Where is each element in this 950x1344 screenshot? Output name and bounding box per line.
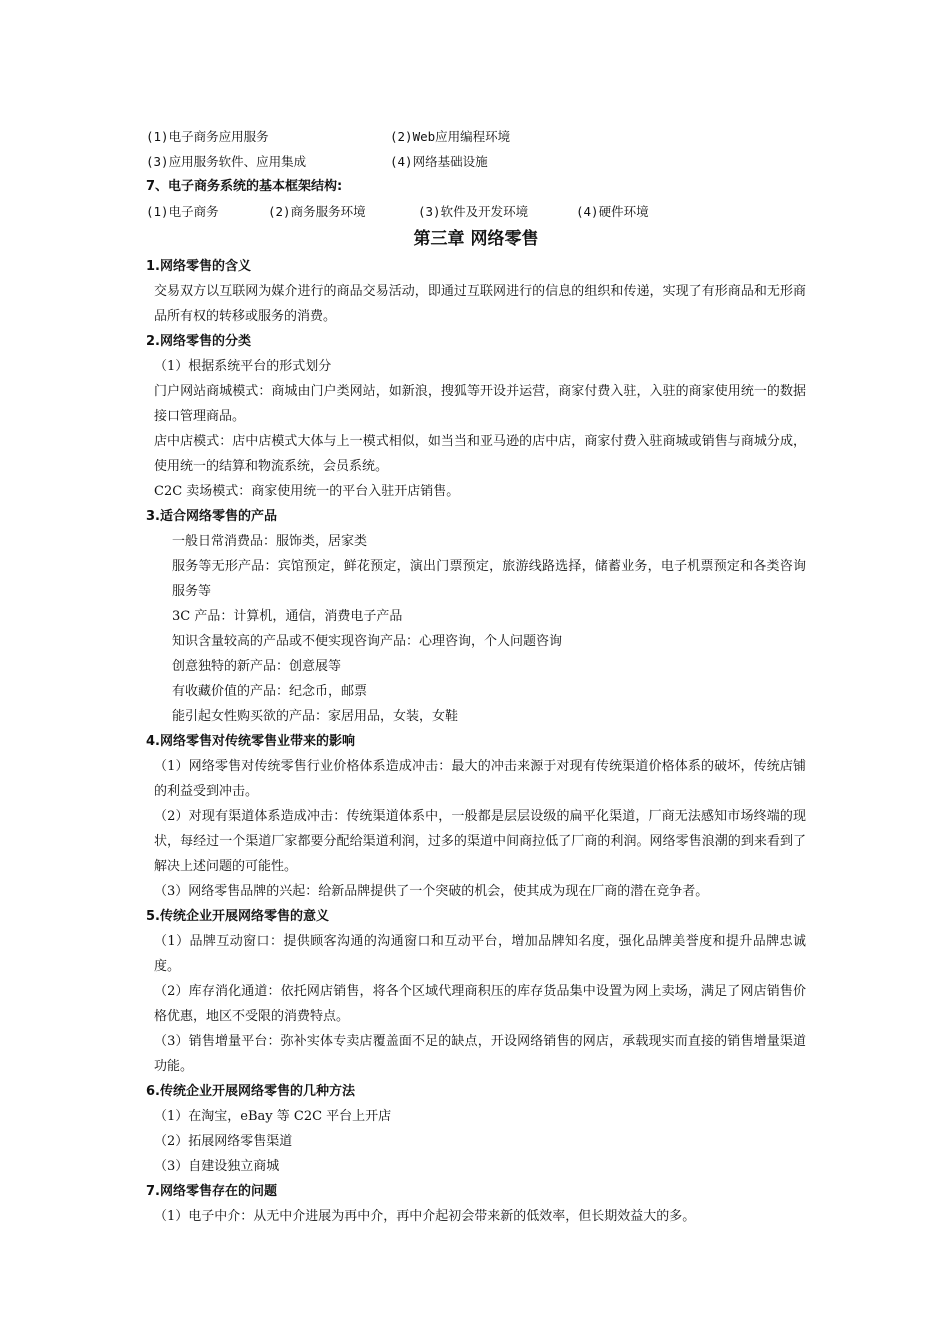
list-item: (1)电子商务	[146, 204, 219, 219]
paragraph: 店中店模式：店中店模式大体与上一模式相似，如当当和亚马逊的店中店，商家付费入驻商城或销售与商城分成，使用统一的结算和物流系统，会员系统。	[154, 434, 806, 474]
list-item: 知识含量较高的产品或不便实现咨询产品：心理咨询，个人问题咨询	[172, 634, 563, 649]
paragraph: （3）销售增量平台：弥补实体专卖店覆盖面不足的缺点，开设网络销售的网店，承载现实而直接的销售增量渠道功能。	[154, 1034, 806, 1074]
document-body	[146, 124, 806, 1229]
section-heading: 7、电子商务系统的基本框架结构:	[146, 179, 343, 194]
sub-heading: （1）根据系统平台的形式划分	[154, 359, 332, 374]
paragraph: （2）库存消化通道：依托网店销售，将各个区域代理商积压的库存货品集中设置为网上卖场，满足了网店销售价格优惠，地区不受限的消费特点。	[154, 984, 806, 1024]
framework-row	[146, 199, 806, 224]
paragraph: （2）对现有渠道体系造成冲击：传统渠道体系中，一般都是层层设级的扁平化渠道，厂商无法感知市场终端的现状，每经过一个渠道厂家都要分配给渠道利润，过多的渠道中间商拉低了厂商的利润。网络零售浪潮的到来看到了解决上述问题的可能性。	[154, 809, 806, 874]
list-item: 有收藏价值的产品：纪念币，邮票	[172, 684, 368, 699]
list-item: (4)网络基础设施	[390, 154, 488, 169]
list-item: (3)软件及开发环境	[418, 204, 529, 219]
list-item: (4)硬件环境	[576, 204, 649, 219]
paragraph: （1）品牌互动窗口：提供顾客沟通的沟通窗口和互动平台，增加品牌知名度，强化品牌美誉度和提升品牌忠诚度。	[154, 934, 806, 974]
list-item: 创意独特的新产品：创意展等	[172, 659, 342, 674]
section-heading: 2.网络零售的分类	[146, 334, 251, 349]
intro-row	[146, 149, 806, 174]
intro-row	[146, 124, 806, 149]
list-item: (2)商务服务环境	[268, 204, 366, 219]
section-heading: 3.适合网络零售的产品	[146, 509, 277, 524]
list-item: 能引起女性购买欲的产品：家居用品，女装，女鞋	[172, 709, 459, 724]
list-item: （1）在淘宝，eBay 等 C2C 平台上开店	[154, 1109, 392, 1124]
paragraph: C2C 卖场模式：商家使用统一的平台入驻开店销售。	[154, 484, 460, 499]
list-item: (2)Web应用编程环境	[390, 129, 511, 144]
list-item: 3C 产品：计算机，通信，消费电子产品	[172, 609, 403, 624]
section-heading: 6.传统企业开展网络零售的几种方法	[146, 1084, 355, 1099]
paragraph: 交易双方以互联网为媒介进行的商品交易活动，即通过互联网进行的信息的组织和传递，实现了有形商品和无形商品所有权的转移或服务的消费。	[154, 284, 806, 324]
paragraph: 门户网站商城模式：商城由门户类网站，如新浪，搜狐等开设并运营，商家付费入驻，入驻的商家使用统一的数据接口管理商品。	[154, 384, 806, 424]
paragraph: （1）网络零售对传统零售行业价格体系造成冲击：最大的冲击来源于对现有传统渠道价格体系的破坏，传统店铺的利益受到冲击。	[154, 759, 806, 799]
list-item: （3）自建设独立商城	[154, 1159, 280, 1174]
paragraph: （1）电子中介：从无中介进展为再中介，再中介起初会带来新的低效率，但长期效益大的多。	[154, 1209, 696, 1224]
chapter-title: 第三章 网络零售	[413, 229, 539, 249]
list-item: 一般日常消费品：服饰类，居家类	[172, 534, 368, 549]
section-heading: 7.网络零售存在的问题	[146, 1184, 277, 1199]
paragraph: （3）网络零售品牌的兴起：给新品牌提供了一个突破的机会，使其成为现在厂商的潜在竞争者。	[154, 884, 709, 899]
list-item: (1)电子商务应用服务	[146, 129, 269, 144]
list-item: （2）拓展网络零售渠道	[154, 1134, 293, 1149]
list-item: 服务等无形产品：宾馆预定，鲜花预定，演出门票预定，旅游线路选择，储蓄业务，电子机票预定和各类咨询服务等	[172, 559, 806, 599]
list-item: (3)应用服务软件、应用集成	[146, 154, 307, 169]
section-heading: 1.网络零售的含义	[146, 259, 251, 274]
section-heading: 5.传统企业开展网络零售的意义	[146, 909, 329, 924]
section-heading: 4.网络零售对传统零售业带来的影响	[146, 734, 355, 749]
